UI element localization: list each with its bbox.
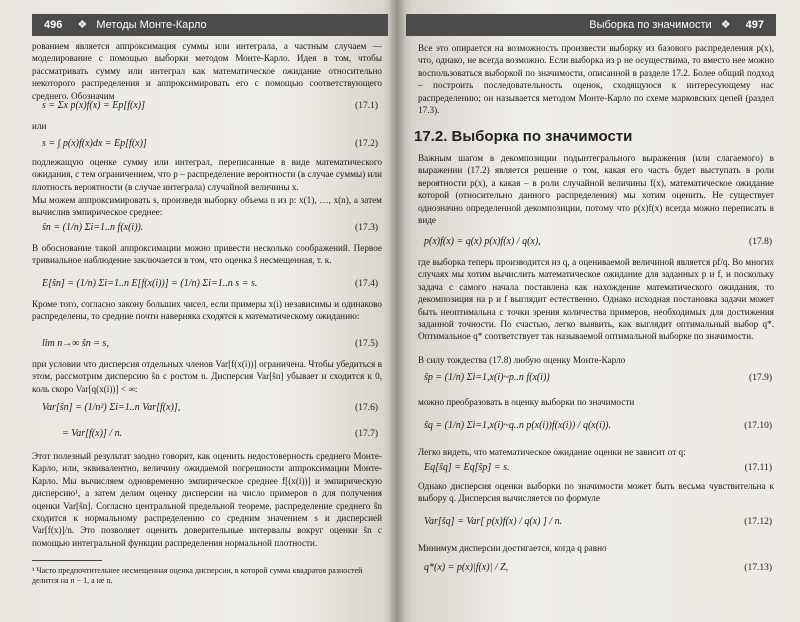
section-title: 17.2. Выборка по значимости [414,128,633,145]
paragraph: или [32,121,47,131]
paragraph: можно преобразовать в оценку выборки по значимости [418,397,635,407]
formula: = Var[f(x)] / n. [62,428,123,439]
formula: Var[ŝq] = Var[ p(x)f(x) / q(x) ] / n. [424,516,563,527]
formula: ŝq = (1/n) Σi=1,x(i)~q..n p(x(i))f(x(i)) / q(x(i)). [424,420,612,431]
paragraph: Этот полезный результат заодно говорит, как оценить недостоверность среднего Монте-Карло, или, эквивалентно, величину ожидаемой погрешности аппроксимации Монте-Карло. Мы вычисляем одновременно эмпирическое среднее f[(x(i))] и эмпирическую дисперсию¹, а затем делим оценку дисперсии на число примеров n для получения оценки Var[ŝn]. Согласно центральной предельной теореме, распределение среднего ŝn сходится к нормальному распределению со средним значением s и дисперсией Var[f(x)]/n. Это позволяет оценить доверительные интервалы вокруг оценки ŝn с помощью интегральной функции распределения нормальной плотности. [32,451,382,548]
equation-number: (17.8) [749,237,772,247]
equation-number: (17.3) [355,223,378,233]
footnote-divider [32,560,102,561]
left-page [0,0,396,622]
header-ornament-icon: ❖ [77,19,88,31]
equation-number: (17.5) [355,339,378,349]
formula: p(x)f(x) = q(x) p(x)f(x) / q(x), [424,236,541,247]
right-page-running-title: Выборка по значимости [589,19,712,31]
paragraph: подлежащую оценке сумму или интеграл, переписанные в виде математического ожидания, с тем ограничением, что p – распределение вероятности (в случае суммы) или плотность вероятности (в случае интеграла) случайной величины x. [32,157,382,192]
formula: Var[ŝn] = (1/n²) Σi=1..n Var[f(x)], [42,402,181,413]
equation-number: (17.4) [355,279,378,289]
equation-number: (17.9) [749,373,772,383]
footnote: ¹ Часто предпочтительнее несмещенная оценка дисперсии, в которой сумма квадратов разностей делится на n − 1, а не n. [32,566,363,585]
equation-number: (17.12) [744,517,772,527]
equation-number: (17.10) [744,421,772,431]
left-page-header [32,14,388,36]
formula: ŝp = (1/n) Σi=1,x(i)~p..n f(x(i)) [424,372,550,383]
formula: q*(x) = p(x)|f(x)| / Z, [424,562,509,573]
paragraph: рованием является аппроксимация суммы или интеграла, а частным случаем — моделирование с помощью выборки методом Монте-Карло. Идея в том, чтобы рассматривать сумму или интеграл как математическое ожидание относительно некоторого распределения и аппроксимировать его с помощью соответствующего среднего. Обозначим [32,41,382,101]
equation-number: (17.6) [355,403,378,413]
equation-number: (17.2) [355,139,378,149]
paragraph: Минимум дисперсии достигается, когда q равно [418,543,607,553]
paragraph: Все это опирается на возможность произвести выборку из базового распределения p(x), что, однако, не всегда возможно. Если выборка из p не осуществима, то вместо нее можно воспользоваться выборкой по значимости, описанной в разделе 17.2. Более общий подход – построить последовательность оценок, сходящуюся к интересующему нас распределению; он называется методом Монте-Карло по схеме марковских цепей (раздел 17.3). [418,43,774,116]
paragraph: Мы можем аппроксимировать s, произведя выборку объема n из p: x(1), …, x(n), а затем вычислив эмпирическое среднее: [32,195,382,218]
formula: lim n→∞ ŝn = s, [42,338,109,349]
equation-number: (17.13) [744,563,772,573]
formula: s = ∫ p(x)f(x)dx = Ep[f(x)] [42,138,147,149]
paragraph: Однако дисперсия оценки выборки по значимости может быть весьма чувствительна к выбору q. Дисперсия вычисляется по формуле [418,481,774,504]
right-page-number: 497 [745,19,764,31]
right-page [396,0,800,622]
equation-number: (17.11) [744,463,772,473]
left-page-number: 496 [44,19,63,31]
formula: Eq[ŝq] = Eq[ŝp] = s. [424,462,510,473]
paragraph: Легко видеть, что математическое ожидание оценки не зависит от q: [418,447,686,457]
right-page-header [406,14,776,36]
paragraph: В силу тождества (17.8) любую оценку Монте-Карло [418,355,626,365]
equation-number: (17.7) [355,429,378,439]
formula: s = Σx p(x)f(x) = Ep[f(x)] [42,100,146,111]
paragraph: где выборка теперь производится из q, а оцениваемой величиной является pf/q. Во многих случаях мы хотим вычислить математическое ожидание для заданных p и f, и поскольку задача с самого начала поставлена как нахождение математического ожидания, то декомпозиция на p и f выглядит естественно. Однако исходная постановка задачи может быть неоптимальна с точки зрения количества примеров, необходимых для достижения заданной точности. По счастью, легко выявить, как выглядит оптимальный выбор q*. Оптимальное q* соответствует так называемой оптимальной выборке по значимости. [418,257,774,342]
paragraph: В обоснование такой аппроксимации можно привести несколько соображений. Первое тривиальное наблюдение заключается в том, что оценка ŝ несмещенная, т. к. [32,243,382,266]
left-page-running-title: Методы Монте-Карло [96,19,207,31]
paragraph: Важным шагом в декомпозиции подынтегрального выражения (или слагаемого) в выражении (17.2) является решение о том, какая его часть будет выступать в роли вероятности p(x), а какая – в роли случайной величины f(x), математическое ожидание которой (относительно данного распределения) мы хотим оценить. Не существует однозначно определенной декомпозиции, потому что p(x)f(x) всегда можно переписать в виде [418,153,774,226]
paragraph: при условии что дисперсия отдельных членов Var[f(x(i))] ограничена. Чтобы убедиться в этом, рассмотрим дисперсию ŝn с ростом n. Дисперсия Var[ŝn] убывает и сходится к 0, коль скоро Var[q(x(i))] < ∞: [32,359,382,394]
book-gutter-shadow [388,0,406,622]
formula: ŝn = (1/n) Σi=1..n f(x(i)). [42,222,144,233]
equation-number: (17.1) [355,101,378,111]
formula: E[ŝn] = (1/n) Σi=1..n E[f(x(i))] = (1/n) Σi=1..n s = s. [42,278,258,289]
header-ornament-icon: ❖ [720,19,731,31]
paragraph: Кроме того, согласно закону больших чисел, если примеры x(i) независимы и одинаково распределены, то средние почти наверняка сходятся к математическому ожиданию: [32,299,382,322]
